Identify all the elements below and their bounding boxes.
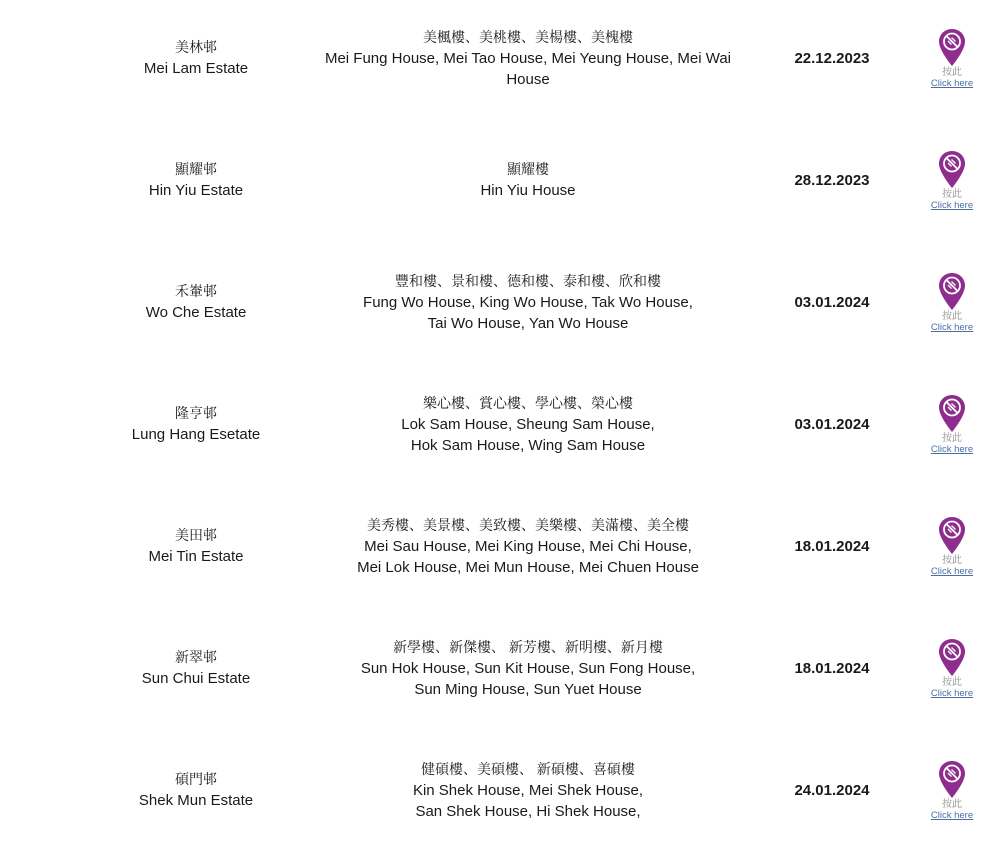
estate-cell (96, 525, 296, 567)
houses-list-zh: 健碩樓、美碩樓、 新碩樓、喜碩樓 (421, 761, 635, 777)
map-link-button[interactable] (922, 638, 982, 704)
estate-cell (96, 159, 296, 201)
table-row (0, 732, 1008, 854)
houses-list-en: Hin Yiu House (480, 182, 576, 199)
houses-list-en: Kin Shek House, Mei Shek House, San Shek House, Hi Shek House, (412, 782, 644, 820)
houses-list-zh: 新學樓、新傑樓、 新芳樓、新明樓、新月樓 (393, 639, 663, 655)
houses-list-en: Lok Sam House, Sheung Sam House, Hok Sam House, Wing Sam House (401, 416, 655, 454)
click-here-label-en[interactable]: Click here (930, 322, 974, 333)
houses-list-zh: 顯耀樓 (507, 161, 549, 177)
date-cell: 24.01.2024 (794, 782, 870, 799)
estate-name-en: Hin Yiu Estate (148, 182, 244, 199)
houses-cell (300, 271, 756, 334)
date-cell: 18.01.2024 (794, 538, 870, 555)
map-pin-icon[interactable] (938, 638, 966, 678)
map-link-button[interactable] (922, 28, 982, 94)
map-link-button[interactable] (922, 150, 982, 216)
table-row (0, 488, 1008, 610)
map-pin-icon[interactable] (938, 150, 966, 190)
date-cell: 22.12.2023 (794, 50, 870, 67)
houses-list-en: Fung Wo House, King Wo House, Tak Wo House, Tai Wo House, Yan Wo House (363, 294, 693, 332)
estate-name-zh: 隆亨邨 (175, 405, 217, 421)
click-here-label-zh[interactable]: 按此 (942, 677, 962, 688)
map-pin-icon[interactable] (938, 394, 966, 434)
estate-cell (96, 403, 296, 445)
houses-cell (300, 637, 756, 700)
houses-cell (300, 515, 756, 578)
date-cell: 03.01.2024 (794, 294, 870, 311)
houses-list-en: Sun Hok House, Sun Kit House, Sun Fong House, Sun Ming House, Sun Yuet House (360, 660, 696, 698)
estate-name-en: Sun Chui Estate (141, 670, 251, 687)
click-here-label-zh[interactable]: 按此 (942, 555, 962, 566)
map-link-button[interactable] (922, 394, 982, 460)
click-here-label-en[interactable]: Click here (930, 200, 974, 211)
estate-name-en: Lung Hang Esetate (131, 426, 261, 443)
click-here-label-zh[interactable]: 按此 (942, 799, 962, 810)
click-here-label-en[interactable]: Click here (930, 78, 974, 89)
map-pin-icon[interactable] (938, 272, 966, 312)
estate-name-zh: 碩門邨 (175, 771, 217, 787)
table-row (0, 244, 1008, 366)
estate-cell (96, 769, 296, 811)
click-here-label-zh[interactable]: 按此 (942, 311, 962, 322)
estate-cell (96, 647, 296, 689)
table-row (0, 122, 1008, 244)
click-here-label-zh[interactable]: 按此 (942, 189, 962, 200)
map-link-button[interactable] (922, 760, 982, 826)
estate-name-zh: 新翠邨 (175, 649, 217, 665)
map-pin-icon[interactable] (938, 760, 966, 800)
estate-name-zh: 禾輋邨 (175, 283, 217, 299)
click-here-label-en[interactable]: Click here (930, 810, 974, 821)
estate-name-zh: 美田邨 (175, 527, 217, 543)
click-here-label-en[interactable]: Click here (930, 688, 974, 699)
houses-cell (300, 159, 756, 201)
estate-name-zh: 美林邨 (175, 39, 217, 55)
map-link-button[interactable] (922, 516, 982, 582)
houses-cell (300, 27, 756, 90)
estate-name-en: Mei Lam Estate (143, 60, 249, 77)
houses-list-zh: 豐和樓、景和樓、德和樓、泰和樓、欣和樓 (395, 273, 661, 289)
houses-list-en: Mei Sau House, Mei King House, Mei Chi House, Mei Lok House, Mei Mun House, Mei Chuen House (357, 538, 699, 576)
date-cell: 28.12.2023 (794, 172, 870, 189)
houses-cell (300, 759, 756, 822)
click-here-label-en[interactable]: Click here (930, 566, 974, 577)
estate-cell (96, 37, 296, 79)
map-pin-icon[interactable] (938, 516, 966, 556)
map-link-button[interactable] (922, 272, 982, 338)
estate-name-zh: 顯耀邨 (175, 161, 217, 177)
date-cell: 03.01.2024 (794, 416, 870, 433)
estate-name-en: Mei Tin Estate (148, 548, 244, 565)
estate-name-en: Shek Mun Estate (138, 792, 254, 809)
houses-list-zh: 美楓樓、美桃樓、美楊樓、美槐樓 (423, 29, 633, 45)
table-row (0, 366, 1008, 488)
table-row (0, 0, 1008, 122)
click-here-label-zh[interactable]: 按此 (942, 433, 962, 444)
date-cell: 18.01.2024 (794, 660, 870, 677)
estate-name-en: Wo Che Estate (145, 304, 247, 321)
click-here-label-zh[interactable]: 按此 (942, 67, 962, 78)
click-here-label-en[interactable]: Click here (930, 444, 974, 455)
estate-cell (96, 281, 296, 323)
map-pin-icon[interactable] (938, 28, 966, 68)
table-row (0, 610, 1008, 732)
houses-list-en: Mei Fung House, Mei Tao House, Mei Yeung House, Mei Wai House (324, 50, 732, 88)
houses-list-zh: 美秀樓、美景樓、美致樓、美樂樓、美滿樓、美全樓 (367, 517, 689, 533)
houses-cell (300, 393, 756, 456)
houses-list-zh: 樂心樓、賞心樓、學心樓、榮心樓 (423, 395, 633, 411)
